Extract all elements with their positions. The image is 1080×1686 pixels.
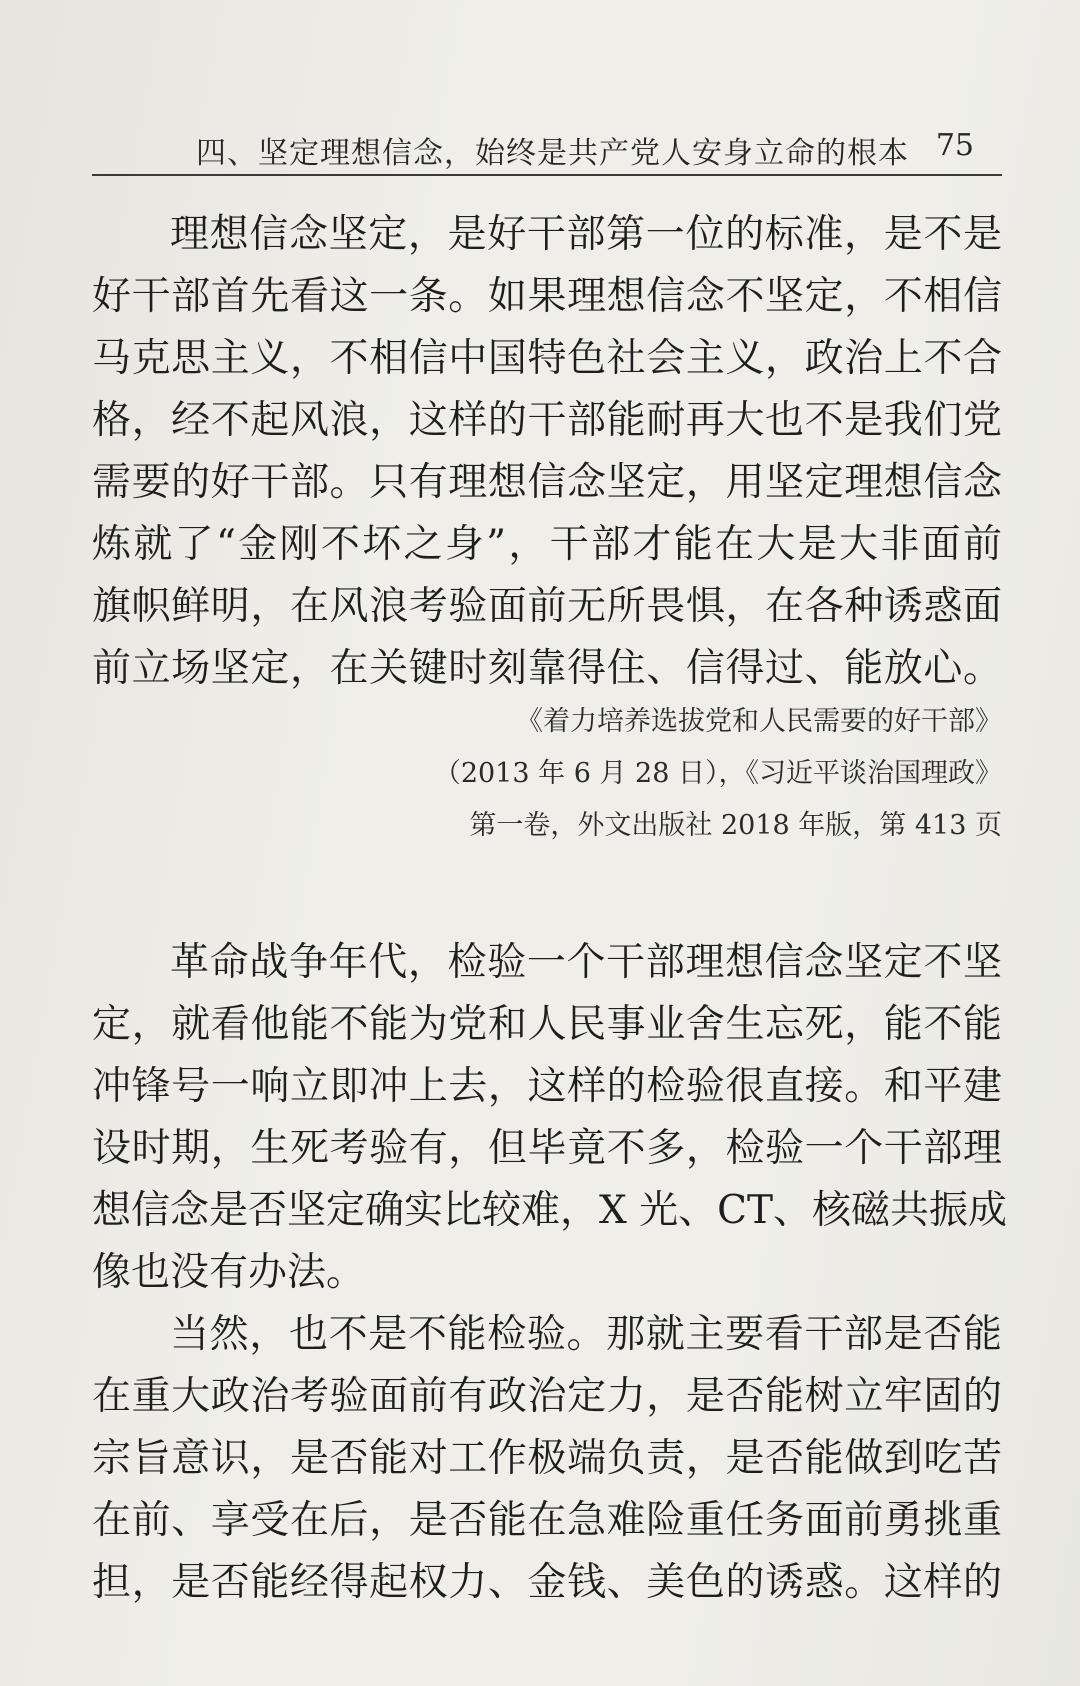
running-header (92, 126, 1002, 176)
text-line: 在重大政治考验面前有政治定力，是否能树立牢固的 (92, 1374, 1002, 1419)
text-line: 炼就了“金刚不坏之身”，干部才能在大是大非面前 (92, 522, 1002, 567)
text-line: 想信念是否坚定确实比较难，X 光、CT、核磁共振成 (92, 1188, 1008, 1233)
text-line: 担，是否能经得起权力、金钱、美色的诱惑。这样的 (92, 1560, 1002, 1605)
text-line: 冲锋号一响立即冲上去，这样的检验很直接。和平建 (92, 1064, 1002, 1109)
chapter-title: 四、坚定理想信念，始终是共产党人安身立命的根本 (196, 136, 909, 171)
text-line: 定，就看他能不能为党和人民事业舍生忘死，能不能 (92, 1002, 1002, 1047)
book-page (92, 0, 1008, 1686)
citation-line: 《着力培养选拔党和人民需要的好干部》 (516, 706, 1002, 737)
text-line: 前立场坚定，在关键时刻靠得住、信得过、能放心。 (92, 646, 1002, 691)
citation (92, 696, 1002, 852)
paragraph-1 (92, 204, 1002, 700)
text-line: 在前、享受在后，是否能在急难险重任务面前勇挑重 (92, 1498, 1002, 1543)
paragraph-2 (92, 932, 1008, 1304)
citation-line: （2013 年 6 月 28 日），《习近平谈治国理政》 (433, 758, 1002, 789)
page-number: 75 (935, 128, 974, 163)
paragraph-3 (92, 1304, 1002, 1614)
text-line: 格，经不起风浪，这样的干部能耐再大也不是我们党 (92, 398, 1002, 443)
text-line: 旗帜鲜明，在风浪考验面前无所畏惧，在各种诱惑面 (92, 584, 1002, 629)
text-line: 像也没有办法。 (92, 1250, 366, 1295)
text-line: 当然，也不是不能检验。那就主要看干部是否能 (170, 1312, 1002, 1357)
text-line: 需要的好干部。只有理想信念坚定，用坚定理想信念 (92, 460, 1002, 505)
citation-line: 第一卷，外文出版社 2018 年版，第 413 页 (469, 810, 1002, 841)
text-line: 革命战争年代，检验一个干部理想信念坚定不坚 (170, 940, 1002, 985)
text-line: 宗旨意识，是否能对工作极端负责，是否能做到吃苦 (92, 1436, 1002, 1481)
text-line: 马克思主义，不相信中国特色社会主义，政治上不合 (92, 336, 1002, 381)
text-line: 设时期，生死考验有，但毕竟不多，检验一个干部理 (92, 1126, 1002, 1171)
text-line: 理想信念坚定，是好干部第一位的标准，是不是 (170, 212, 1002, 257)
text-line: 好干部首先看这一条。如果理想信念不坚定，不相信 (92, 274, 1002, 319)
